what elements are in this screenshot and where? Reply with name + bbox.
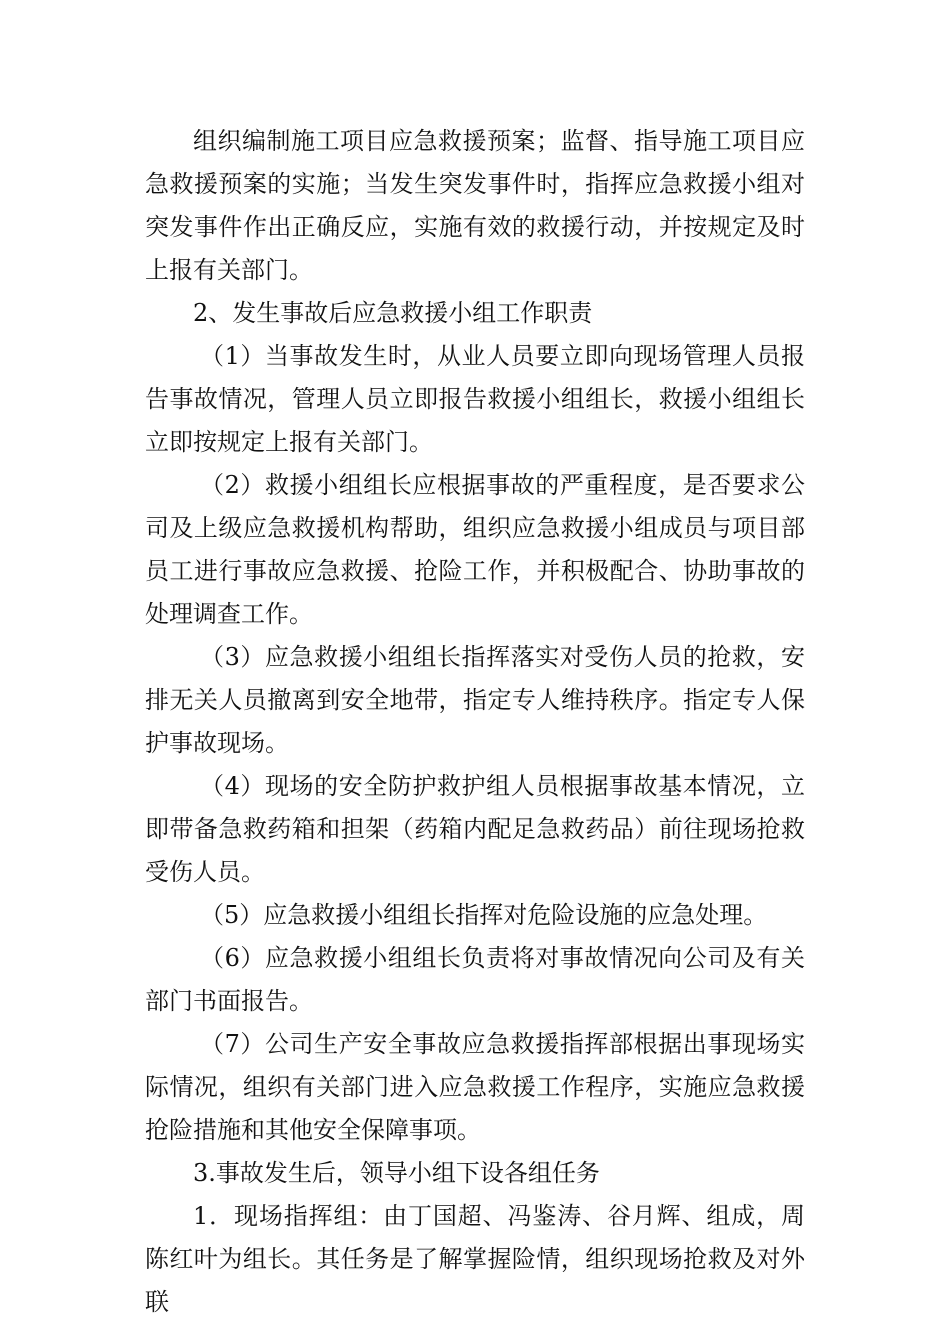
paragraph-item-5: （5）应急救援小组组长指挥对危险设施的应急处理。 bbox=[200, 901, 768, 929]
paragraph-item-1: （1）当事故发生时，从业人员要立即向现场管理人员报告事故情况，管理人员立即报告救援小组组长，救援小组组长立即按规定上报有关部门。 bbox=[145, 342, 805, 456]
section-heading-3: 3.事故发生后，领导小组下设各组任务 bbox=[193, 1159, 600, 1187]
paragraph-item-7: （7）公司生产安全事故应急救援指挥部根据出事现场实际情况，组织有关部门进入应急救援工作程序，实施应急救援抢险措施和其他安全保障事项。 bbox=[145, 1030, 805, 1144]
paragraph-item-3: （3）应急救援小组组长指挥落实对受伤人员的抢救，安排无关人员撤离到安全地带，指定专人维持秩序。指定专人保护事故现场。 bbox=[145, 643, 805, 757]
section-heading-2: 2、发生事故后应急救援小组工作职责 bbox=[193, 299, 593, 327]
paragraph-duties-intro: 组织编制施工项目应急救援预案；监督、指导施工项目应急救援预案的实施；当发生突发事件时，指挥应急救援小组对突发事件作出正确反应，实施有效的救援行动，并按规定及时上报有关部门。 bbox=[145, 127, 805, 284]
paragraph-site-command-group: 1．现场指挥组：由丁国超、冯鉴涛、谷月辉、组成，周陈红叶为组长。其任务是了解掌握险情，组织现场抢救及对外联 bbox=[145, 1202, 805, 1316]
paragraph-item-6: （6）应急救援小组组长负责将对事故情况向公司及有关部门书面报告。 bbox=[145, 944, 805, 1015]
paragraph-item-4: （4）现场的安全防护救护组人员根据事故基本情况，立即带备急救药箱和担架（药箱内配足急救药品）前往现场抢救受伤人员。 bbox=[145, 772, 805, 886]
document-body bbox=[145, 120, 805, 1324]
paragraph-item-2: （2）救援小组组长应根据事故的严重程度，是否要求公司及上级应急救援机构帮助，组织应急救援小组成员与项目部员工进行事故应急救援、抢险工作，并积极配合、协助事故的处理调查工作。 bbox=[145, 471, 805, 628]
